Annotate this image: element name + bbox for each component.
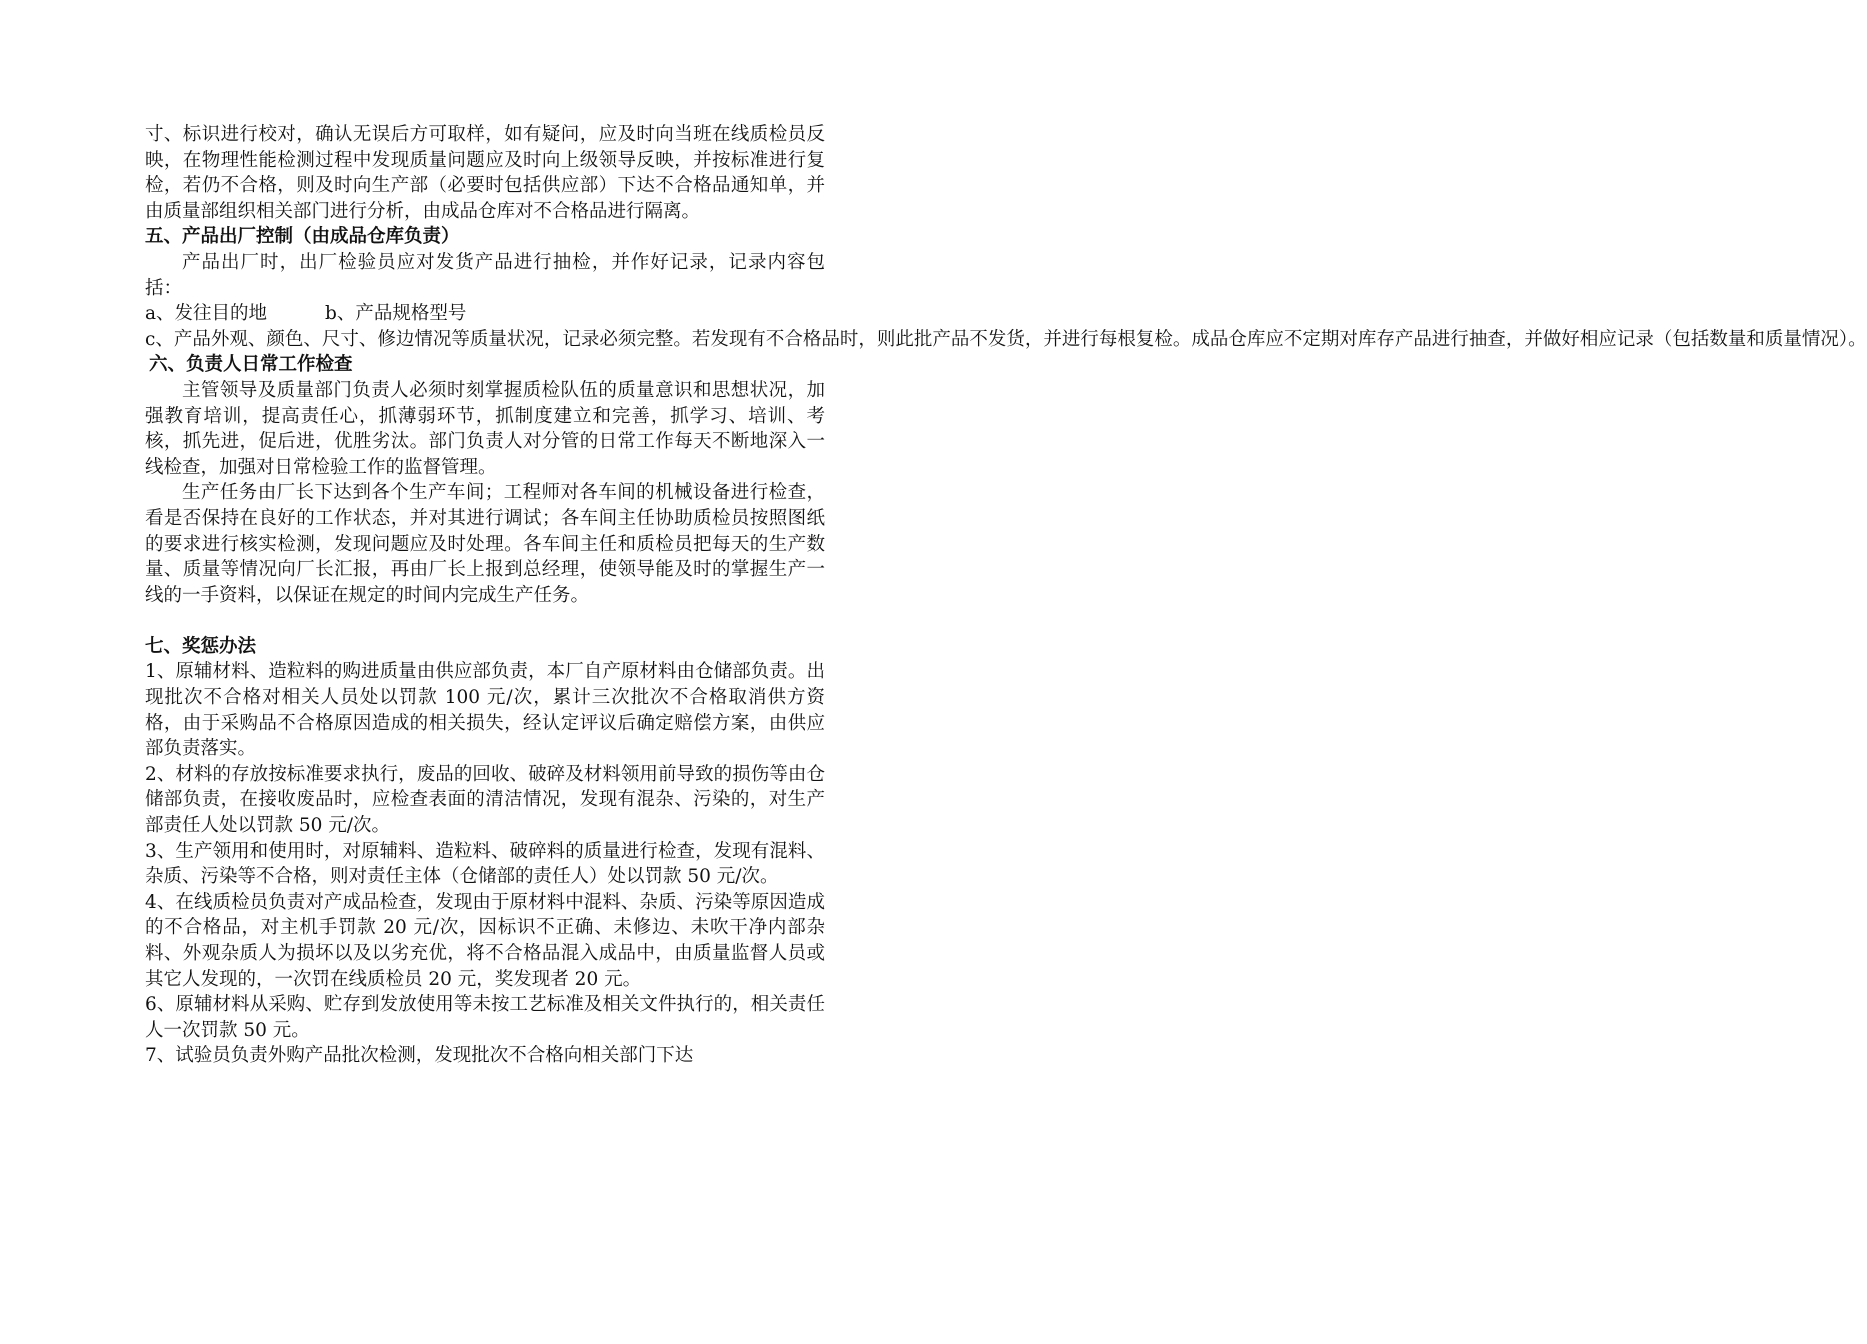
- record-item-b: b、产品规格型号: [325, 303, 467, 325]
- rule-6: 6、原辅材料从采购、贮存到发放使用等未按工艺标准及相关文件执行的，相关责任人一次罚款 50 元。: [145, 994, 825, 1041]
- section-7-heading: 七、奖惩办法: [145, 635, 257, 657]
- continued-paragraph: 寸、标识进行校对，确认无误后方可取样，如有疑问，应及时向当班在线质检员反映，在物理性能检测过程中发现质量问题应及时向上级领导反映，并按标准进行复检，若仍不合格，则及时向生产部（必要时包括供应部）下达不合格品通知单，并由质量部组织相关部门进行分析，由成品仓库对不合格品进行隔离。: [145, 124, 825, 222]
- section-5-paragraph: 产品出厂时，出厂检验员应对发货产品进行抽检，并作好记录，记录内容包括：: [145, 251, 825, 299]
- section-6-paragraph-2: 生产任务由厂长下达到各个生产车间；工程师对各车间的机械设备进行检查，看是否保持在良好的工作状态，并对其进行调试；各车间主任协助质检员按照图纸的要求进行核实检测，发现问题应及时处理。各车间主任和质检员把每天的生产数量、质量等情况向厂长汇报，再由厂长上报到总经理，使领导能及时的掌握生产一线的一手资料，以保证在规定的时间内完成生产任务。: [145, 482, 825, 606]
- record-item-c: c、产品外观、颜色、尺寸、修边情况等质量状况，记录必须完整。若发现有不合格品时，则此批产品不发货，并进行每根复检。成品仓库应不定期对库存产品进行抽查，并做好相应记录（包括数量和质量情况）。: [145, 328, 1867, 350]
- section-6-paragraph-1: 主管领导及质量部门负责人必须时刻掌握质检队伍的质量意识和思想状况，加强教育培训，提高责任心，抓薄弱环节，抓制度建立和完善，抓学习、培训、考核，抓先进，促后进，优胜劣汰。部门负责人对分管的日常工作每天不断地深入一线检查，加强对日常检验工作的监督管理。: [145, 379, 825, 478]
- record-items: [145, 301, 1867, 352]
- rule-3: 3、生产领用和使用时，对原辅料、造粒料、破碎料的质量进行检查，发现有混料、杂质、污染等不合格，则对责任主体（仓储部的责任人）处以罚款 50 元/次。: [145, 840, 825, 888]
- rule-2: 2、材料的存放按标准要求执行，废品的回收、破碎及材料领用前导致的损伤等由仓储部负责，在接收废品时，应检查表面的清洁情况，发现有混杂、污染的，对生产部责任人处以罚款 50 元/次。: [145, 763, 825, 837]
- record-item-a: a、发往目的地: [145, 303, 268, 325]
- section-6-heading: 六、负责人日常工作检查: [149, 354, 353, 376]
- blank-line: [145, 608, 825, 634]
- rule-7: 7、试验员负责外购产品批次检测，发现批次不合格向相关部门下达: [145, 1045, 694, 1067]
- document-page: [145, 122, 1867, 1069]
- section-5-heading: 五、产品出厂控制（由成品仓库负责）: [145, 226, 460, 248]
- rule-1: 1、原辅材料、造粒料的购进质量由供应部负责，本厂自产原材料由仓储部负责。出现批次不合格对相关人员处以罚款 100 元/次，累计三次批次不合格取消供方资格，由于采购品不合格原因造成的相关损失，经认定评议后确定赔偿方案，由供应部负责落实。: [145, 661, 825, 760]
- rule-4: 4、在线质检员负责对产成品检查，发现由于原材料中混料、杂质、污染等原因造成的不合格品，对主机手罚款 20 元/次，因标识不正确、未修边、未吹干净内部杂料、外观杂质人为损坏以及以劣充优，将不合格品混入成品中，由质量监督人员或其它人发现的，一次罚在线质检员 20 元，奖发现者 20 元。: [145, 891, 825, 990]
